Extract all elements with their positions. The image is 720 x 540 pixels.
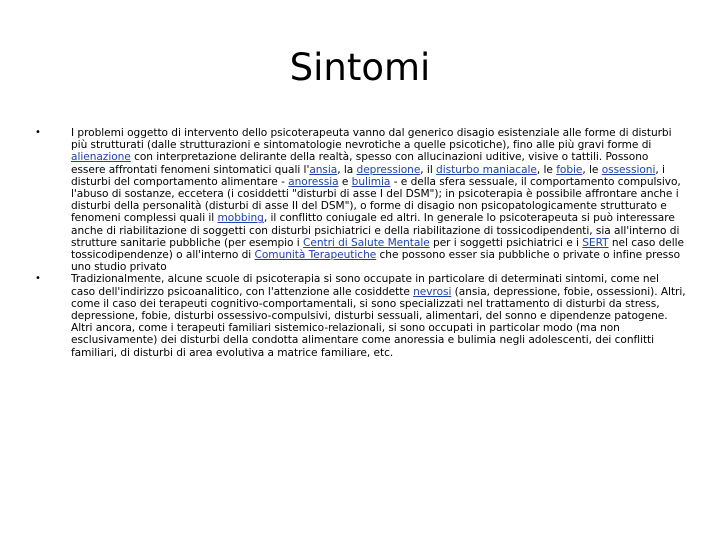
bullet-dot-icon: • — [35, 273, 41, 285]
inline-link[interactable]: alienazione — [71, 151, 131, 164]
paragraph-text: , il conflitto coniugale ed altri. In generale lo psicoterapeuta si può interessare anche di riabilitazione di soggetti con disturbi psichiatrici e della riabilitazione di tossicodipendenti, sia all'interno di strutture sanitarie pubbliche (per esempio i — [71, 212, 680, 249]
inline-link[interactable]: ansia — [309, 163, 338, 176]
paragraph-text: Tradizionalmente, alcune scuole di psicoterapia si sono occupate in particolare di determinati sintomi, come nel caso dell'indirizzo psicoanalitico, con l'attenzione alle cosiddette — [71, 273, 659, 298]
inline-link[interactable]: Centri di Salute Mentale — [303, 236, 430, 249]
paragraph-text: , le — [536, 163, 557, 176]
paragraph-text: con interpretazione delirante della realtà, spesso con allucinazioni uditive, visive o tattili. Possono essere affrontati fenomeni sintomatici quali l' — [71, 151, 649, 176]
paragraph-text: , le — [582, 163, 602, 176]
inline-link[interactable]: nevrosi — [413, 285, 452, 298]
paragraph-text: I problemi oggetto di intervento dello psicoterapeuta vanno dal generico disagio esistenziale alle forme di disturbi più strutturati (dalle strutturazioni e sintomatologie nevrotiche a quelle psicotiche), fino alle più gravi forme di — [71, 127, 672, 152]
inline-link[interactable]: disturbo maniacale — [436, 163, 537, 176]
paragraph-text: che possono esser sia pubbliche o private o infine presso uno studio privato — [71, 249, 681, 274]
paragraph-text: , la — [337, 163, 357, 176]
inline-link[interactable]: mobbing — [217, 212, 264, 225]
inline-link[interactable]: bulimia — [351, 175, 391, 188]
inline-link[interactable]: ossessioni — [601, 163, 656, 176]
inline-link[interactable]: depressione — [356, 163, 421, 176]
paragraph-text: per i soggetti psichiatrici e i — [429, 236, 583, 249]
inline-link[interactable]: Comunità Terapeutiche — [254, 249, 377, 262]
bullet-dot-icon: • — [35, 127, 41, 138]
slide-title: Sintomi — [289, 46, 431, 89]
inline-link[interactable]: fobie — [556, 163, 583, 176]
paragraph-text: - e della sfera sessuale, il comportamento compulsivo, l'abuso di sostanze, eccetera (i cosiddetti "disturbi di asse I del DSM"); in psicoterapia è possibile affrontare anche i disturbi della personalità (disturbi di asse II del DSM"), o forme di disagio non psicopatologicamente strutturato e fenomeni complessi quali il — [71, 175, 681, 225]
paragraph-text: , il — [420, 163, 437, 176]
bullet-item — [36, 273, 686, 358]
bullet-item — [36, 127, 686, 273]
bullet-list — [36, 127, 686, 359]
paragraph-text: (ansia, depressione, fobie, ossessioni). Altri, come il caso dei terapeuti cognitivo-comportamentali, si sono specializzati nel trattamento di disturbi da stress, depressione, fobie, disturbi ossessivo-compulsivi, disturbi sessuali, alimentari, del sonno e dipendenze patogene. Altri ancora, come i terapeuti familiari sistemico-relazionali, si sono occupati in particolar modo (ma non esclusivamente) dei disturbi della condotta alimentare come anoressia e bulimia negli adolescenti, dei conflitti familiari, di disturbi di area evolutiva a matrice familiare, etc. — [71, 285, 686, 359]
paragraph-text: nel caso delle tossicodipendenze) o all'interno di — [71, 236, 685, 262]
inline-link[interactable]: anoressia — [288, 175, 339, 188]
paragraph-text: e — [338, 175, 352, 188]
paragraph-text: , i disturbi del comportamento alimentare - — [71, 163, 665, 188]
inline-link[interactable]: SERT — [582, 236, 609, 249]
